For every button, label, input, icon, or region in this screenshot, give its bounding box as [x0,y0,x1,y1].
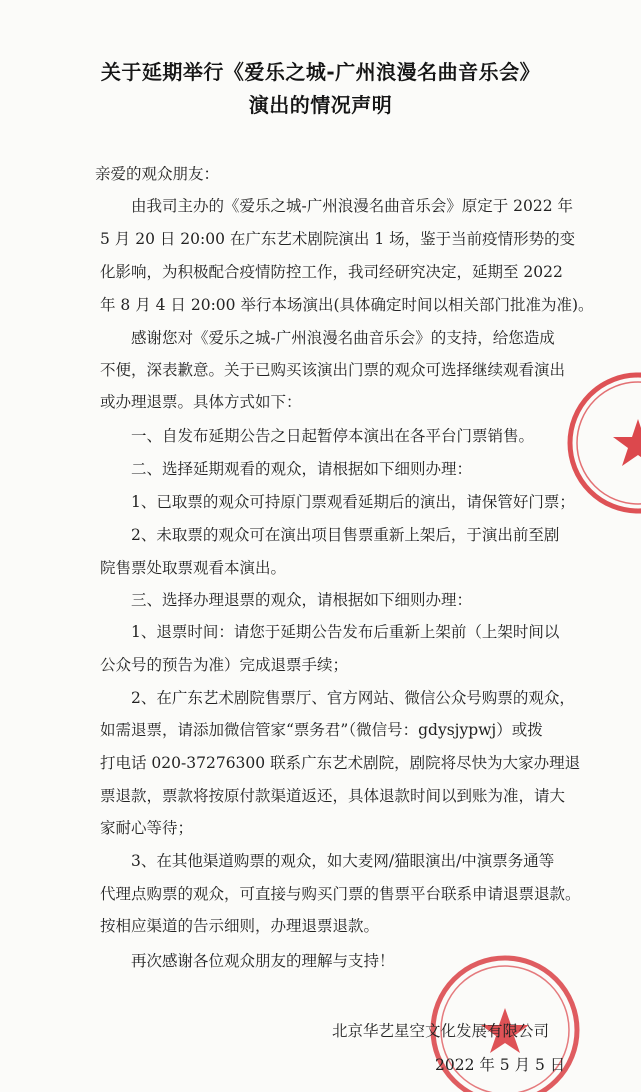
paragraph-line: 5 月 20 日 20:00 在广东艺术剧院演出 1 场，鉴于当前疫情形势的变 [100,230,576,248]
paragraph-line: 代理点购票的观众，可直接与购买门票的售票平台联系申请退票退款。 [100,885,581,903]
closing-line: 再次感谢各位观众朋友的理解与支持！ [131,952,395,970]
paragraph-line: 2、在广东艺术剧院售票厅、官方网站、微信公众号购票的观众， [131,689,575,707]
paragraph-line: 如需退票，请添加微信管家“票务君”（微信号：gdysjypwj）或拨 [100,721,543,739]
paragraph-line: 一、自发布延期公告之日起暂停本演出在各平台门票销售。 [131,427,535,445]
paragraph-line: 1、已取票的观众可持原门票观看延期后的演出，请保管好门票； [131,493,575,511]
paragraph-line: 家耐心等待； [100,819,194,837]
paragraph-line: 院售票处取票观看本演出。 [100,559,287,577]
paragraph-line: 感谢您对《爱乐之城-广州浪漫名曲音乐会》的支持，给您造成 [131,329,555,347]
seal-star-icon [613,419,641,466]
company-signature: 北京华艺星空文化发展有限公司 [332,1022,550,1040]
greeting: 亲爱的观众朋友： [95,165,220,183]
paragraph-line: 1、退票时间：请您于延期公告发布后重新上架前（上架时间以 [131,623,560,641]
paragraph-line: 打电话 020-37276300 联系广东艺术剧院，剧院将尽快为大家办理退 [100,754,581,772]
document-title-line1: 关于延期举行《爱乐之城-广州浪漫名曲音乐会》 [100,60,541,84]
paragraph-line: 2、未取票的观众可在演出项目售票重新上架后，于演出前至剧 [131,526,560,544]
paragraph-line: 三、选择办理退票的观众，请根据如下细则办理： [131,591,473,609]
paragraph-line: 不便，深表歉意。关于已购买该演出门票的观众可选择继续观看演出 [100,361,566,379]
paragraph-line: 或办理退票。具体方式如下： [100,393,302,411]
paragraph-line: 公众号的预告为准）完成退票手续； [100,656,349,674]
signature-date: 2022 年 5 月 5 日 [435,1056,566,1074]
paragraph-line: 化影响，为积极配合疫情防控工作，我司经研究决定，延期至 2022 [100,263,563,281]
company-seal-right [556,368,641,518]
paragraph-line: 由我司主办的《爱乐之城-广州浪漫名曲音乐会》原定于 2022 年 [131,197,574,215]
paragraph-line: 二、选择延期观看的观众，请根据如下细则办理： [131,460,473,478]
paragraph-line: 3、在其他渠道购票的观众，如大麦网/猫眼演出/中演票务通等 [131,852,555,870]
paragraph-line: 按相应渠道的告示细则，办理退票退款。 [100,917,380,935]
document-title-line2: 演出的情况声明 [248,93,393,117]
paragraph-line: 票退款，票款将按原付款渠道返还，具体退款时间以到账为准，请大 [100,787,566,805]
paragraph-line: 年 8 月 4 日 20:00 举行本场演出(具体确定时间以相关部门批准为准)。 [100,296,594,314]
